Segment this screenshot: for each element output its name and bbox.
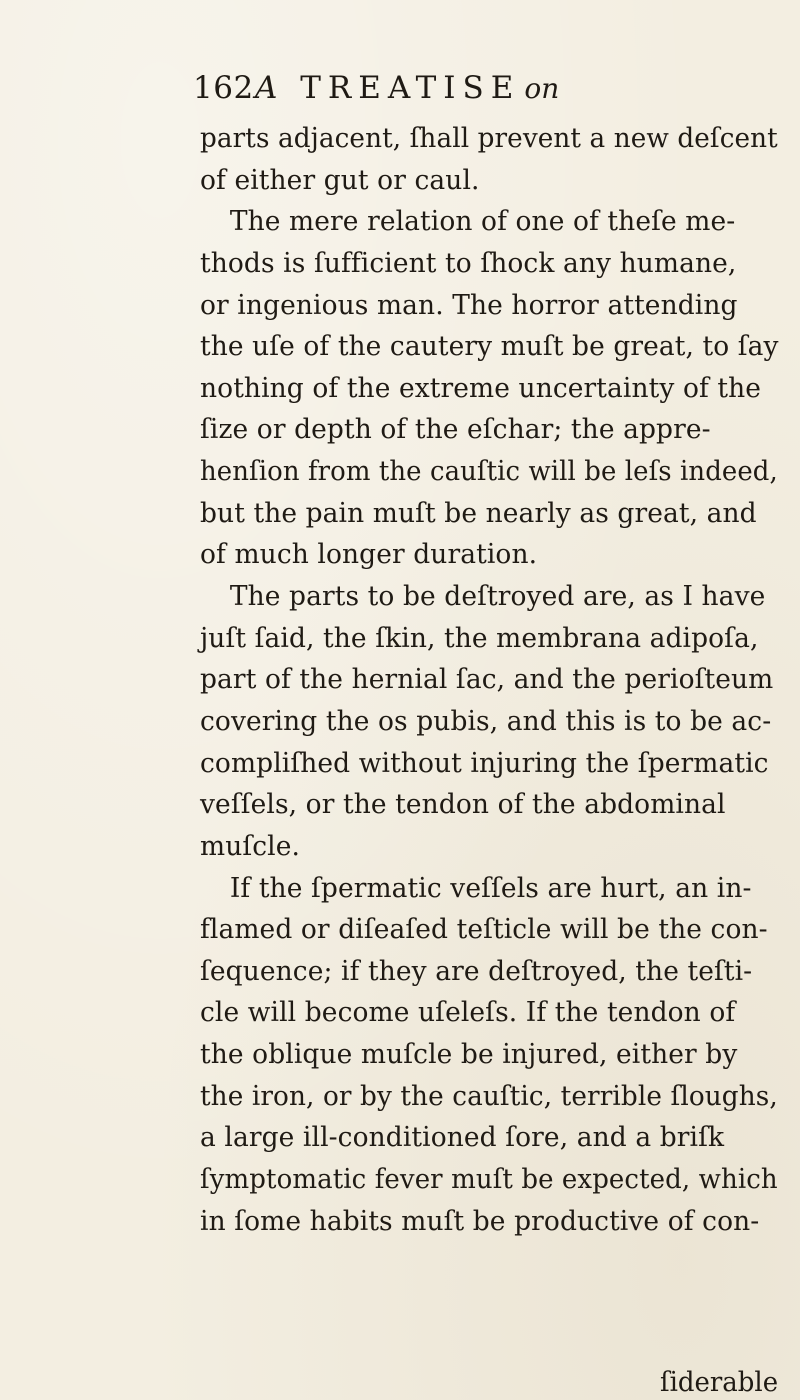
text-line: parts adjacent, ſhall prevent a new deſcent [200,122,778,154]
text-line: a large ill-conditioned ſore, and a briſk [200,1121,725,1154]
text-line: ſize or depth of the eſchar; the appre- [200,413,711,446]
text-line: ſymptomatic fever muſt be expected, which [200,1163,778,1196]
catchword: ſiderable [660,1366,779,1398]
text-line: in ſome habits muſt be productive of con- [200,1204,760,1237]
text-line: veſſels, or the tendon of the abdominal [200,788,726,821]
text-line: cle will become uſeleſs. If the tendon of [200,996,736,1029]
text-line: part of the hernial ſac, and the perioſteum [200,663,774,696]
text-line: or ingenious man. The horror attending [200,288,738,321]
page-number: 162 [193,70,254,106]
body-text [200,118,800,1242]
text-line: If the ſpermatic veſſels are hurt, an in- [229,871,752,904]
text-line: compliſhed without injuring the ſpermatic [200,746,769,779]
text-line: nothing of the extreme uncertainty of the [200,371,762,404]
title-initial: A [255,70,284,106]
running-title [255,66,559,111]
text-line: thods is ſufficient to ſhock any humane, [200,246,737,279]
text-line: the iron, or by the cauſtic, terrible ſloughs, [200,1079,778,1112]
text-line: ſequence; if they are deſtroyed, the teſti- [200,954,753,987]
text-line: covering the os pubis, and this is to be ac- [200,704,772,737]
text-line: the oblique muſcle be injured, either by [200,1038,738,1071]
title-suffix: on [524,72,560,105]
text-line: juſt ſaid, the ſkin, the membrana adipoſa, [200,621,759,654]
text-line: of either gut or caul. [200,163,480,196]
text-line: flamed or diſeaſed teſticle will be the con- [200,913,768,946]
text-line: The parts to be deſtroyed are, as I have [229,580,766,613]
text-line: the uſe of the cautery muſt be great, to ſay [200,330,779,363]
text-line: muſcle. [200,829,301,862]
title-word: TREATISE [300,70,521,106]
page-header [193,66,733,110]
text-line: of much longer duration. [200,538,538,571]
text-line: henſion from the cauſtic will be leſs indeed, [200,455,778,488]
text-line: but the pain muſt be nearly as great, and [200,496,757,529]
text-line: The mere relation of one of theſe me- [229,205,736,238]
